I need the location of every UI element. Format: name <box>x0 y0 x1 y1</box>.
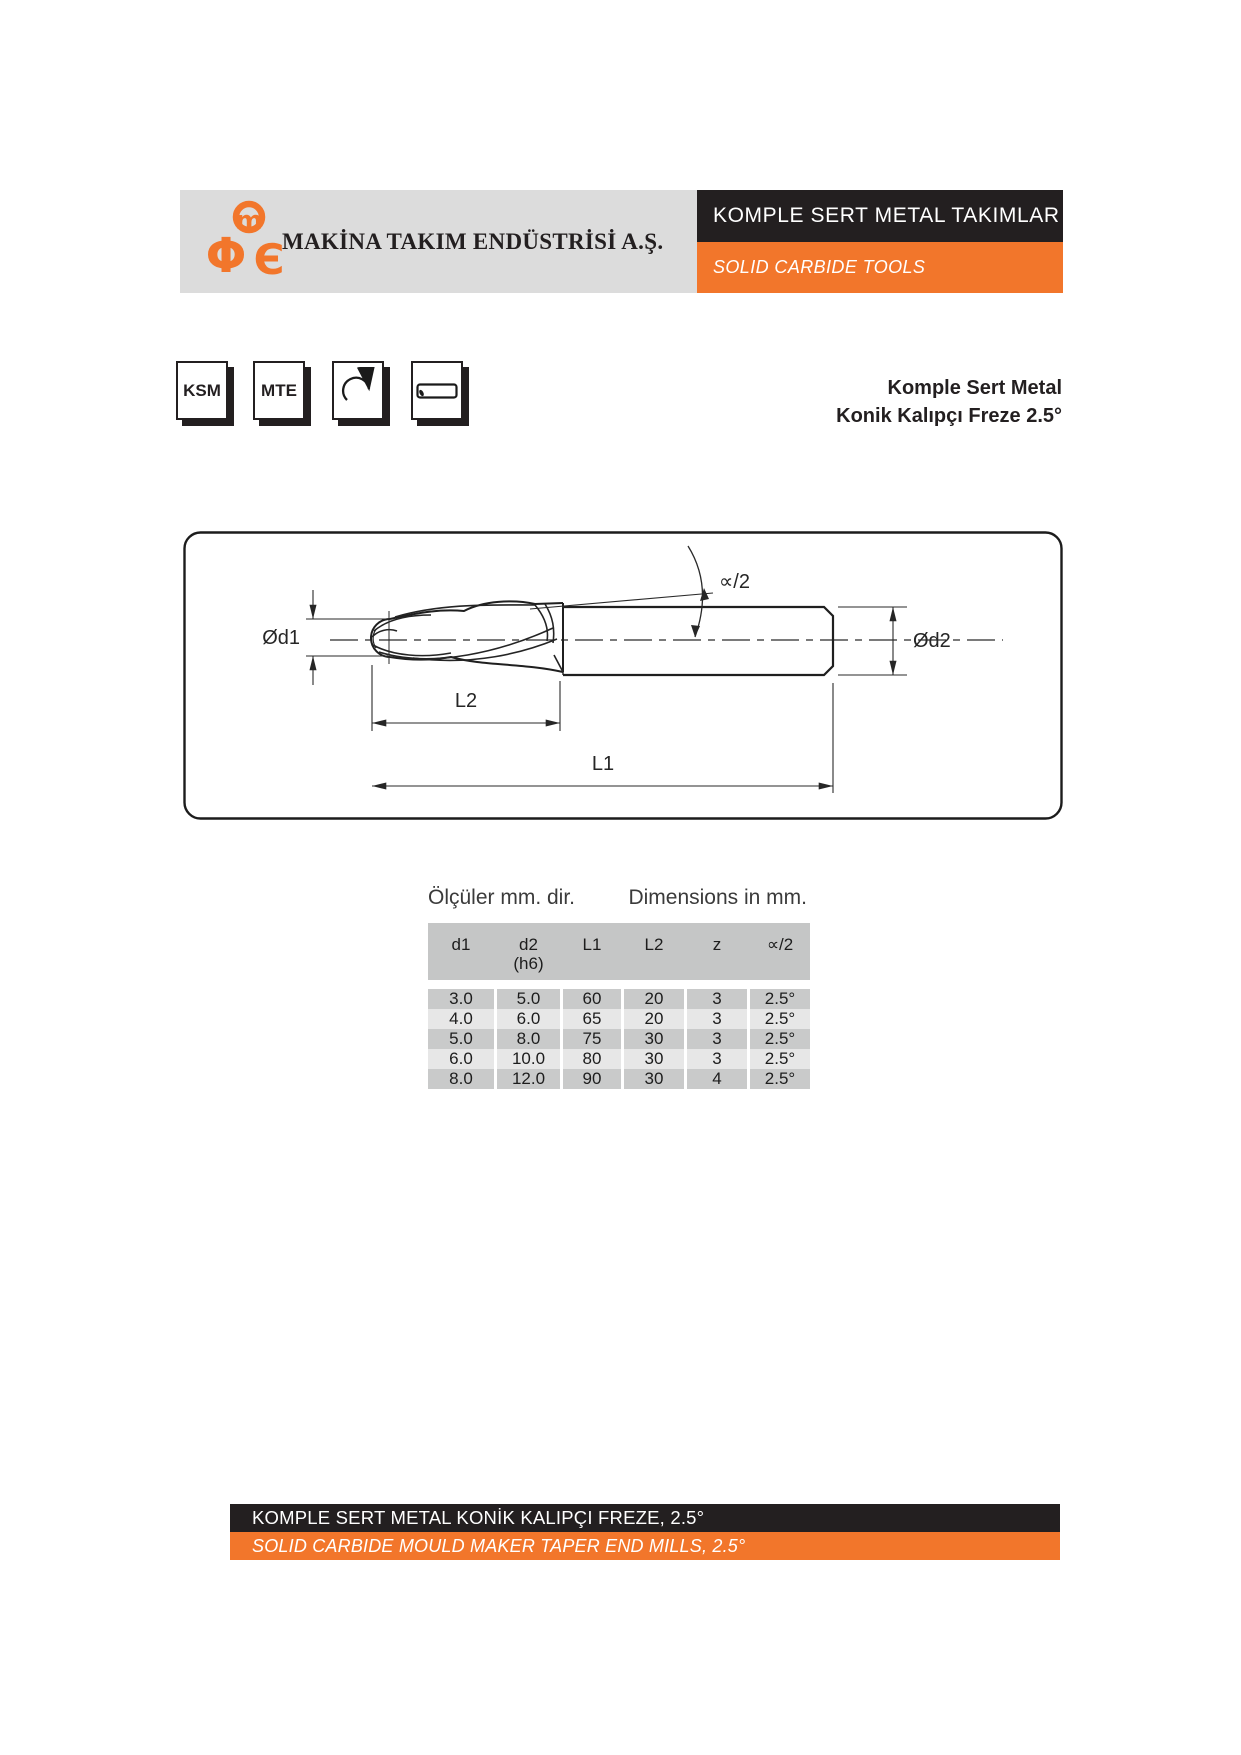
table-cell: 2.5° <box>750 1029 810 1049</box>
table-cell: 75 <box>563 1029 621 1049</box>
table-cell: 90 <box>563 1069 621 1089</box>
angle-arrow-bottom <box>691 625 700 637</box>
technical-drawing <box>183 531 1063 820</box>
badge-mte <box>253 361 305 420</box>
table-cell: 2.5° <box>750 1009 810 1029</box>
l2-label: L2 <box>454 690 478 712</box>
flute-helix-lines <box>372 604 563 672</box>
table-cell: 6.0 <box>497 1009 560 1029</box>
clockwise-rotation-icon <box>336 367 380 415</box>
logo-glyph-e: Є <box>253 235 285 284</box>
table-cell: 80 <box>563 1049 621 1069</box>
dimensions-table <box>428 923 810 1089</box>
cylindrical-shank-icon <box>414 367 460 415</box>
table-cell: 8.0 <box>428 1069 494 1089</box>
banner-title-en: SOLID CARBIDE TOOLS <box>697 242 1063 293</box>
caption-tr: Ölçüler mm. dir. <box>428 886 576 909</box>
table-cell: 2.5° <box>750 1049 810 1069</box>
badge-ksm-label: KSM <box>183 380 221 400</box>
table-cell: 3 <box>687 1049 747 1069</box>
column-header: d2 (h6) <box>513 935 544 973</box>
mte-logo-icon <box>202 194 294 289</box>
table-cell: 5.0 <box>428 1029 494 1049</box>
footer-title-tr: KOMPLE SERT METAL KONİK KALIPÇI FREZE, 2.5° <box>230 1504 1060 1532</box>
table-cell: 65 <box>563 1009 621 1029</box>
table-captions <box>428 886 807 910</box>
table-cell: 10.0 <box>497 1049 560 1069</box>
d2-dimension <box>838 607 907 675</box>
column-header: z <box>712 935 722 954</box>
product-title <box>836 374 1062 430</box>
company-name: MAKİNA TAKIM ENDÜSTRİSİ A.Ş. <box>282 228 664 254</box>
badge-shank <box>411 361 463 420</box>
table-cell: 5.0 <box>497 989 560 1009</box>
table-cell: 20 <box>624 1009 684 1029</box>
table-cell: 12.0 <box>497 1069 560 1089</box>
table-cell: 3 <box>687 1009 747 1029</box>
product-title-line1: Komple Sert Metal <box>887 377 1062 399</box>
d1-dimension <box>306 590 389 685</box>
angle-label: ∝/2 <box>719 571 750 593</box>
table-cell: 3 <box>687 989 747 1009</box>
table-cell: 20 <box>624 989 684 1009</box>
table-cell: 3 <box>687 1029 747 1049</box>
angle-annotation <box>530 546 713 637</box>
table-cell: 2.5° <box>750 989 810 1009</box>
badge-ksm <box>176 361 228 420</box>
logo-glyph-m: m <box>235 206 263 236</box>
column-header: L1 <box>582 935 602 954</box>
table-cell: 3.0 <box>428 989 494 1009</box>
column-header: L2 <box>644 935 664 954</box>
table-header-row <box>428 923 810 980</box>
banner-title-tr: KOMPLE SERT METAL TAKIMLAR <box>697 190 1063 242</box>
logo-glyph-phi: Φ <box>205 228 247 284</box>
table-cell: 60 <box>563 989 621 1009</box>
product-title-line2: Konik Kalıpçı Freze 2.5° <box>836 405 1062 427</box>
table-cell: 30 <box>624 1069 684 1089</box>
company-header-panel <box>180 190 697 293</box>
badge-rotation <box>332 361 384 420</box>
table-cell: 2.5° <box>750 1069 810 1089</box>
caption-en: Dimensions in mm. <box>628 886 807 909</box>
l1-dimension <box>372 683 833 793</box>
d2-label: Ød2 <box>913 630 951 652</box>
table-cell: 30 <box>624 1029 684 1049</box>
d1-label: Ød1 <box>262 627 300 649</box>
column-header: d1 <box>451 935 471 954</box>
table-cell: 8.0 <box>497 1029 560 1049</box>
table-cell: 4.0 <box>428 1009 494 1029</box>
table-cell: 4 <box>687 1069 747 1089</box>
column-header: ∝/2 <box>766 935 794 954</box>
table-cell: 6.0 <box>428 1049 494 1069</box>
shank-outline <box>563 607 833 675</box>
footer-title-en: SOLID CARBIDE MOULD MAKER TAPER END MILLS, 2.5° <box>230 1532 1060 1560</box>
l1-label: L1 <box>591 753 615 775</box>
table-body <box>428 989 810 1089</box>
badge-mte-label: MTE <box>261 380 297 400</box>
table-cell: 30 <box>624 1049 684 1069</box>
